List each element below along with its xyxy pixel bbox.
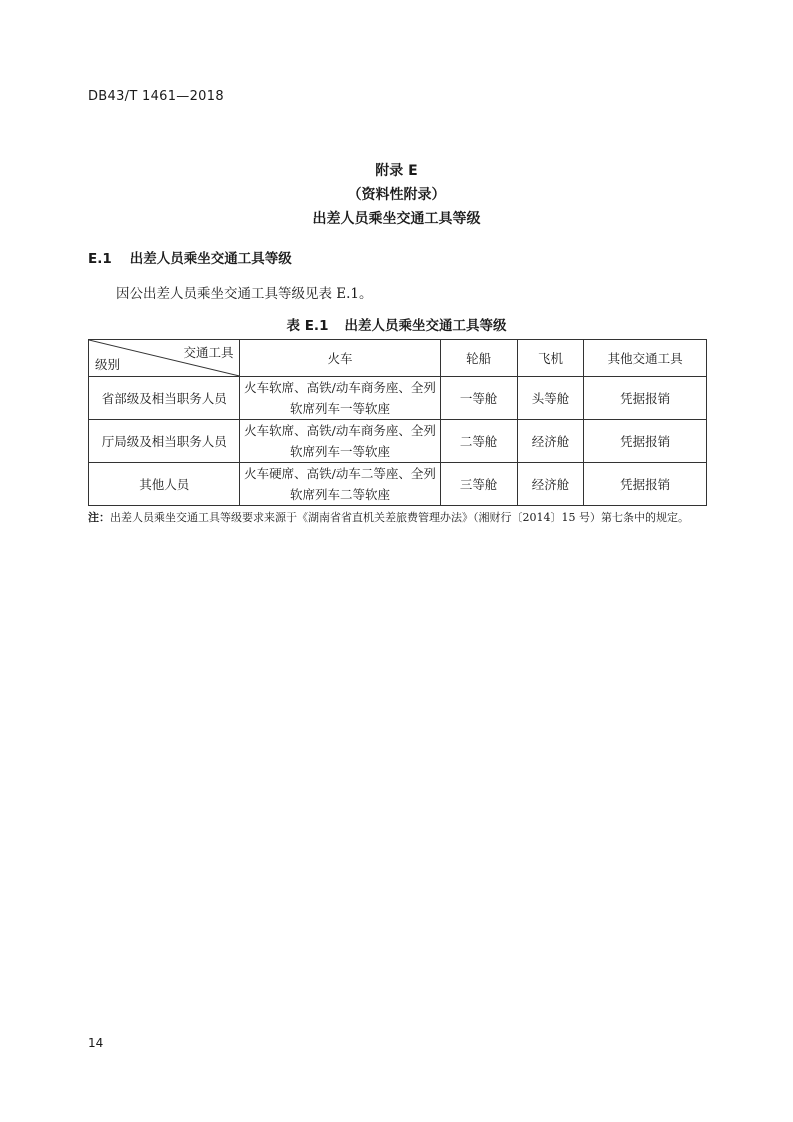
cell-ship: 一等舱 <box>440 377 517 420</box>
section-heading <box>88 247 292 267</box>
header-train: 火车 <box>240 340 440 377</box>
table-caption <box>0 314 793 334</box>
cell-level: 厅局级及相当职务人员 <box>89 420 240 463</box>
standard-code: DB43/T 1461—2018 <box>88 89 224 104</box>
cell-plane: 经济舱 <box>517 420 583 463</box>
section-title: 出差人员乘坐交通工具等级 <box>129 251 292 267</box>
header-other: 其他交通工具 <box>584 340 707 377</box>
table-caption-number: 表 E.1 <box>286 318 329 334</box>
note-label: 注： <box>88 511 110 524</box>
table-row <box>89 463 707 506</box>
table-row <box>89 420 707 463</box>
cell-plane: 经济舱 <box>517 463 583 506</box>
section-body-text: 因公出差人员乘坐交通工具等级见表 E.1。 <box>116 286 373 302</box>
cell-plane: 头等舱 <box>517 377 583 420</box>
cell-ship: 三等舱 <box>440 463 517 506</box>
cell-train <box>240 420 440 463</box>
diagonal-header-cell <box>89 340 240 377</box>
cell-other: 凭据报销 <box>584 463 707 506</box>
cell-train-line1: 火车软席、高铁/动车商务座、全列 <box>244 380 436 395</box>
cell-level: 省部级及相当职务人员 <box>89 377 240 420</box>
diagonal-header-transport: 交通工具 <box>183 345 234 360</box>
cell-ship: 二等舱 <box>440 420 517 463</box>
page-number: 14 <box>88 1036 104 1050</box>
cell-train-line1: 火车硬席、高铁/动车二等座、全列 <box>244 466 436 481</box>
cell-train <box>240 377 440 420</box>
table-row <box>89 377 707 420</box>
table-note <box>88 509 689 525</box>
transport-grade-table <box>88 339 707 506</box>
appendix-title: 附录 E <box>375 163 418 179</box>
cell-other: 凭据报销 <box>584 377 707 420</box>
cell-train <box>240 463 440 506</box>
table-caption-title: 出差人员乘坐交通工具等级 <box>344 318 507 334</box>
header-plane: 飞机 <box>517 340 583 377</box>
cell-train-line1: 火车软席、高铁/动车商务座、全列 <box>244 423 436 438</box>
header-ship: 轮船 <box>440 340 517 377</box>
diagonal-header-level: 级别 <box>95 357 121 372</box>
cell-train-line2: 软席列车一等软座 <box>289 401 390 416</box>
table-header-row <box>89 340 707 377</box>
cell-other: 凭据报销 <box>584 420 707 463</box>
cell-train-line2: 软席列车一等软座 <box>289 444 390 459</box>
appendix-name: 出差人员乘坐交通工具等级 <box>312 211 481 227</box>
cell-level: 其他人员 <box>89 463 240 506</box>
appendix-type: （资料性附录） <box>347 187 446 203</box>
cell-train-line2: 软席列车二等软座 <box>289 487 390 502</box>
section-number: E.1 <box>88 251 112 267</box>
note-text: 出差人员乘坐交通工具等级要求来源于《湖南省省直机关差旅费管理办法》（湘财行〔2014〕15 号）第七条中的规定。 <box>110 511 689 524</box>
